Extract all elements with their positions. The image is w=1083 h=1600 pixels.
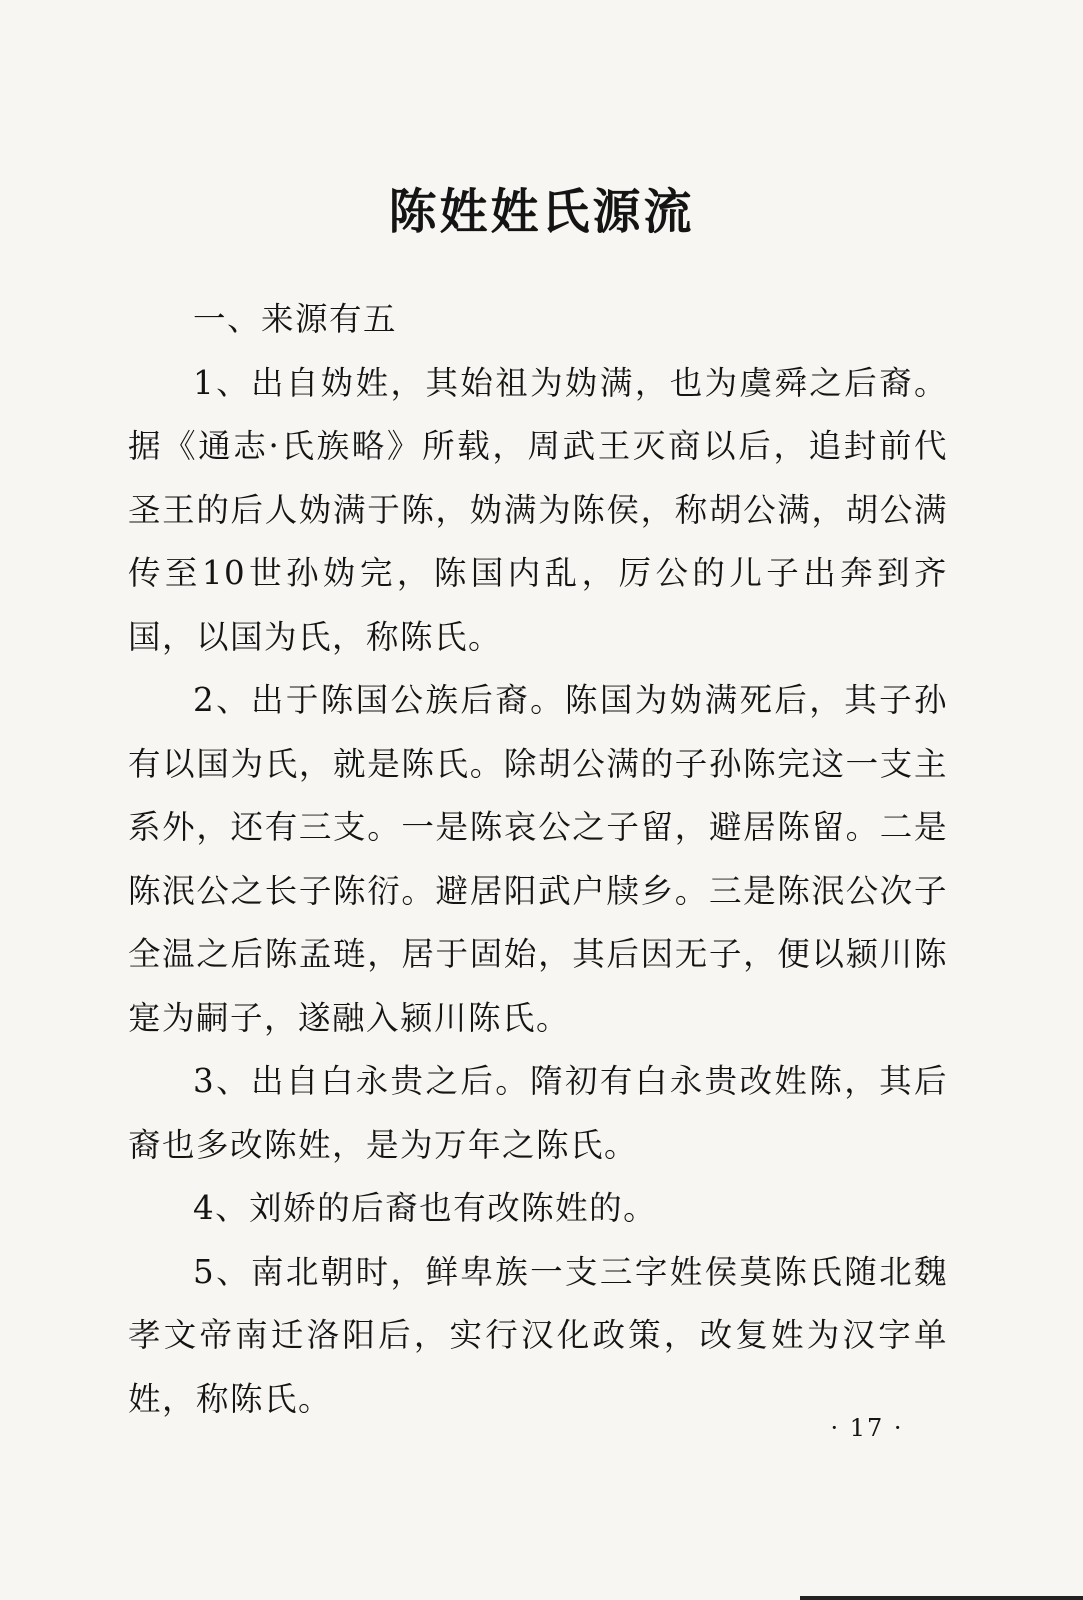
paragraph-3: 3、出自白永贵之后。隋初有白永贵改姓陈，其后裔也多改陈姓，是为万年之陈氏。 [128,1062,948,1164]
paragraph-2: 2、出于陈国公族后裔。陈国为妫满死后，其子孙有以国为氏，就是陈氏。除胡公满的子孙陈完这一支主系外，还有三支。一是陈哀公之子留，避居陈留。二是陈泯公之长子陈衍。避居阳武户牍乡。三是陈泯公次子全温之后陈孟琏，居于固始，其后因无子，便以颍川陈寔为嗣子，遂融入颍川陈氏。 [128,681,948,1037]
section-heading: 一、来源有五 [193,300,398,338]
bottom-edge-rule [800,1596,1083,1600]
paragraph-5: 5、南北朝时，鲜卑族一支三字姓侯莫陈氏随北魏孝文帝南迁洛阳后，实行汉化政策，改复姓为汉字单姓，称陈氏。 [128,1252,948,1418]
page-number: · 17 · [830,1414,904,1442]
page-title: 陈姓姓氏源流 [388,184,695,240]
body-text [128,288,948,1431]
paragraph-1: 1、出自妫姓，其始祖为妫满，也为虞舜之后裔。据《通志·氏族略》所载，周武王灭商以后，追封前代圣王的后人妫满于陈，妫满为陈侯，称胡公满，胡公满传至10世孙妫完，陈国内乱，厉公的儿子出奔到齐国，以国为氏，称陈氏。 [128,363,948,656]
paragraph-4: 4、刘娇的后裔也有改陈姓的。 [193,1189,658,1227]
